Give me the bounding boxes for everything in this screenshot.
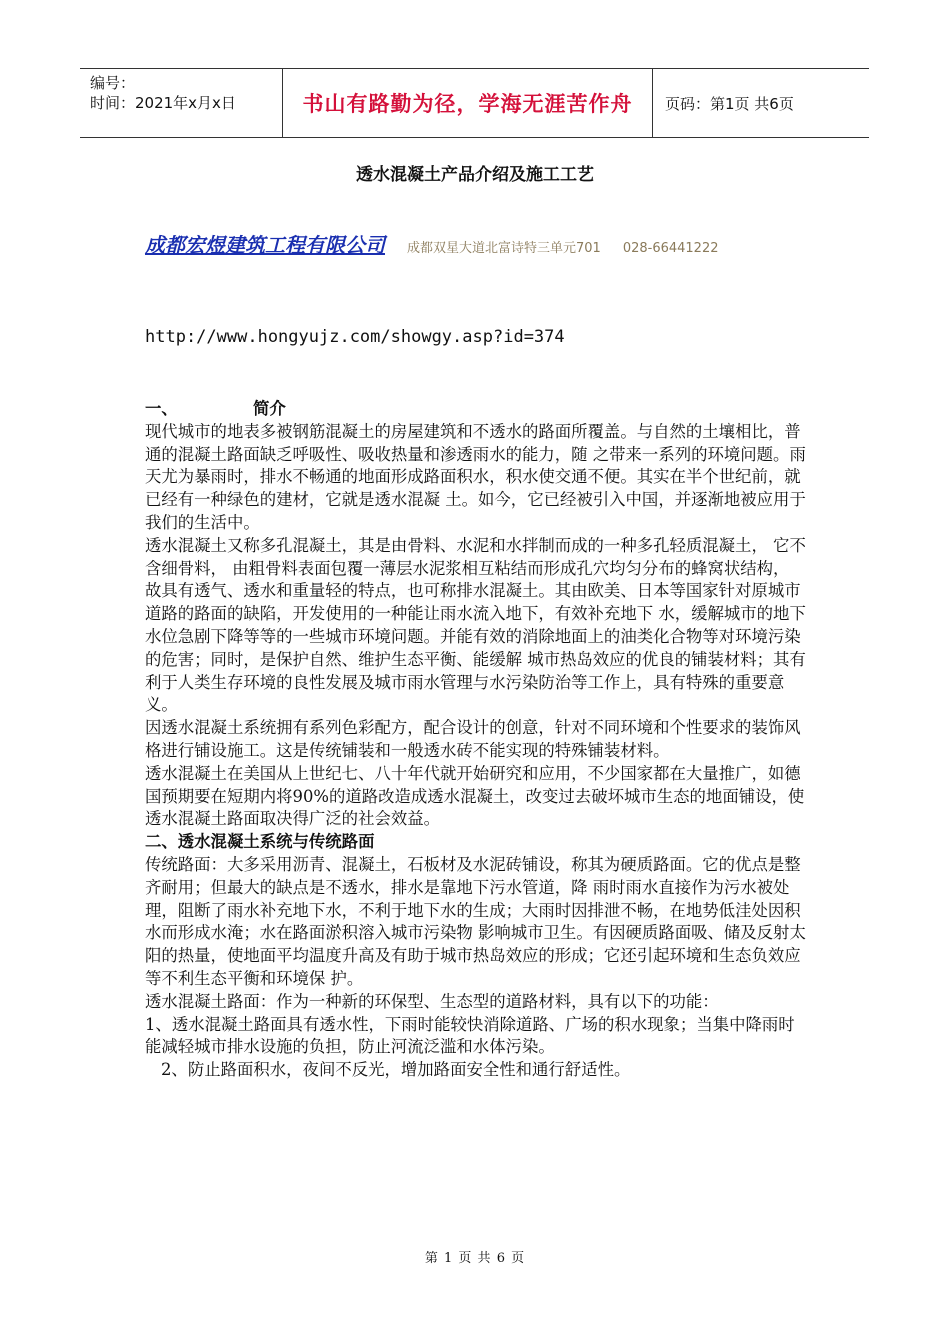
paragraph: 因透水混凝土系统拥有系列色彩配方，配合设计的创意，针对不同环境和个性要求的装饰风格进行铺设施工。这是传统铺装和一般透水砖不能实现的特殊铺装材料。 [145, 718, 801, 760]
list-item: 2、防止路面积水，夜间不反光，增加路面安全性和通行舒适性。 [161, 1060, 631, 1080]
paragraph: 传统路面：大多采用沥青、混凝土，石板材及水泥砖铺设，称其为硬质路面。它的优点是整齐耐用；但最大的缺点是不透水，排水是靠地下污水管道，降 雨时雨水直接作为污水被处理，阻断了雨水补充地下水，不利于地下水的生成；大雨时因排泄不畅，在地势低洼处因积水而形成水淹；水在路面淤积溶入城市污染物 影响城市卫生。有因硬质路面吸、储及反射太阳的热量，使地面平均温度升高及有助于城市热岛效应的形成；它还引起环境和生态负效应等不利生态平衡和环境保 护。 [145, 854, 806, 988]
paragraph: 现代城市的地表多被钢筋混凝土的房屋建筑和不透水的路面所覆盖。与自然的土壤相比，普通的混凝土路面缺乏呼吸性、吸收热量和渗透雨水的能力，随 之带来一系列的环境问题。雨天尤为暴雨时，排水不畅通的地面形成路面积水，积水使交通不便。其实在半个世纪前，就已经有一种绿色的建材，它就是透水混凝 土。如今，它已经被引入中国，并逐渐地被应用于我们的生活中。 [145, 421, 806, 532]
list-item: 1、透水混凝土路面具有透水性，下雨时能较快消除道路、广场的积水现象；当集中降雨时能减轻城市排水设施的负担，防止河流泛滥和水体污染。 [145, 1014, 795, 1057]
section-2-heading: 二、透水混凝土系统与传统路面 [145, 832, 375, 852]
paragraph: 透水混凝土在美国从上世纪七、八十年代就开始研究和应用，不少国家都在大量推广，如德国预期要在短期内将90%的道路改造成透水混凝土，改变过去破坏城市生态的地面铺设，使透水混凝土路面取决得广泛的社会效益。 [145, 763, 805, 829]
source-url: http://www.hongyujz.com/showgy.asp?id=374 [145, 327, 565, 347]
company-address: 成都双星大道北富诗特三单元701 [407, 241, 601, 256]
company-phone: 028-66441222 [622, 241, 719, 256]
number-label: 编号： [90, 74, 136, 92]
section-1-title: 简介 [253, 399, 286, 418]
header-table [80, 68, 869, 138]
paragraph: 透水混凝土又称多孔混凝土，其是由骨料、水泥和水拌制而成的一种多孔轻质混凝土， 它不含细骨料， 由粗骨料表面包覆一薄层水泥浆相互粘结而形成孔穴均匀分布的蜂窝状结构， 故具有透气、透水和重量轻的特点，也可称排水混凝土。其由欧美、日本等国家针对原城市道路的路面的缺陷，开发使用的一种能让雨水流入地下，有效补充地下 水，缓解城市的地下水位急剧下降等等的一些城市环境问题。并能有效的消除地面上的油类化合物等对环境污染的危害；同时，是保护自然、维护生态平衡、能缓解 城市热岛效应的优良的铺装材料；其有利于人类生存环境的良性发展及城市雨水管理与水污染防治等工作上，具有特殊的重要意义。 [145, 535, 806, 715]
company-name-link[interactable]: 成都宏煜建筑工程有限公司 [145, 233, 385, 257]
header-left-cell [80, 69, 282, 137]
motto: 书山有路勤为径，学海无涯苦作舟 [282, 69, 653, 137]
document-title: 透水混凝土产品介绍及施工工艺 [356, 165, 594, 185]
section-1-heading [145, 398, 811, 421]
paragraph: 透水混凝土路面：作为一种新的环保型、生态型的道路材料，具有以下的功能： [145, 991, 719, 1011]
company-line [145, 229, 719, 258]
page-info: 页码：第1页 共6页 [665, 94, 794, 113]
date-label: 时间：2021年x月x日 [90, 94, 236, 112]
document-body [145, 398, 811, 1082]
page-footer: 第 1 页 共 6 页 [424, 1251, 526, 1266]
section-1-number: 一、 [145, 399, 178, 418]
